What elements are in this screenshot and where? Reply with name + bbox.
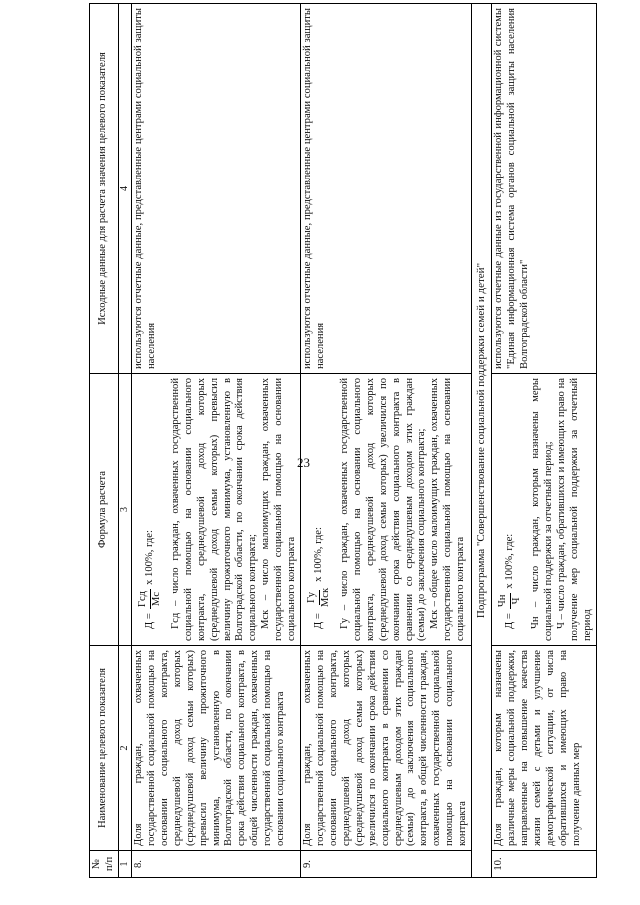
page-number: 23 [297, 455, 310, 470]
source-data: используются отчетные данные, представленные центрами социальной защиты населения [132, 4, 301, 374]
definition: Мск – число малоимущих граждан, охваченных государственной социальной помощью на основании социального контракта [260, 378, 298, 641]
formula-lhs: Д = [504, 613, 516, 629]
formula-definitions [339, 378, 468, 641]
col-number: 2 [118, 646, 131, 851]
indicator-table [89, 3, 597, 878]
col-number: 3 [118, 374, 131, 646]
fraction-numerator: Чн [497, 593, 511, 610]
fraction [306, 586, 333, 609]
source-data: используются отчетные данные из государственной информационной системы "Единая информационная система органов социальной защиты населения Волгоградской области" [492, 4, 596, 374]
fraction-denominator: Мс [150, 591, 162, 607]
header-source: Исходные данные для расчета значения целевого показателя [90, 4, 119, 374]
formula [306, 378, 333, 629]
formula-rhs: x 100%, где: [313, 527, 325, 582]
table-row [132, 4, 301, 878]
rotated-table-sheet [89, 4, 594, 878]
formula [137, 378, 164, 629]
formula-definitions [170, 378, 299, 641]
row-number: 10. [492, 851, 596, 878]
definition: Мск – общее число малоимущих граждан, охваченных государственной социальной помощью на основании социального контракта [429, 378, 467, 641]
subprogram-row [472, 4, 492, 878]
formula-lhs: Д = [313, 613, 325, 629]
definition: Ч – число граждан, обратившихся и имеющих право на получение мер социальной поддержки за отчетный период [556, 378, 594, 641]
formula [497, 378, 524, 629]
header-formula: Формула расчета [90, 374, 119, 646]
definition: Гсд – число граждан, охваченных государственной социальной помощью на основании социального контракта, среднедушевой доход которых (среднедушевой доход семьи которых) превысил величину прожиточного минимума, установленную в Волгоградской области, по окончании срока действия социального контракта; [169, 378, 259, 641]
col-number: 1 [118, 851, 131, 878]
fraction-denominator: Ч [511, 597, 523, 605]
formula-definitions [530, 378, 595, 641]
formula-cell [301, 374, 472, 646]
column-number-row [118, 4, 131, 878]
table-row [301, 4, 472, 878]
subprogram-title: Подпрограмма "Совершенствование социальной поддержки семей и детей" [472, 4, 492, 878]
row-number: 8. [132, 851, 301, 878]
formula-rhs: x 100%, где: [143, 530, 155, 585]
formula-rhs: x 100%, где: [504, 533, 516, 589]
fraction-numerator: Гсд [137, 589, 151, 609]
row-number: 9. [301, 851, 472, 878]
formula-lhs: Д = [143, 613, 155, 629]
indicator-name: Доля граждан, охваченных государственной социальной помощью на основании социального контракта, среднедушевой доход которых (среднедушевой доход семьи которых) увеличился по окончании срока действия социального контракта в сравнении со среднедушевым доходом этих граждан (семьи) до заключения социального контракта, в общей численности граждан, охваченных государственной социальной помощью на основании социального контракта [301, 646, 472, 851]
fraction [497, 593, 524, 610]
fraction-numerator: Гу [306, 590, 320, 605]
source-data: используются отчетные данные, представленные центрами социальной защиты населения [301, 4, 472, 374]
formula-cell [492, 374, 596, 646]
indicator-name: Доля граждан, охваченных государственной социальной помощью на основании социального контракта, среднедушевой доход которых (среднедушевой доход семьи которых) превысил величину прожиточного минимума, установленную в Волгоградской области, по окончании срока действия социального контракта, в общей численности граждан, охваченных государственной социальной помощью на основании социального контракта [132, 646, 301, 851]
table-row [492, 4, 596, 878]
header-num: № п/п [90, 851, 119, 878]
definition: Гу – число граждан, охваченных государственной социальной помощью на основании социального контракта, среднедушевой доход которых (среднедушевой доход семьи которых) увеличился по окончании срока действия социального контракта в сравнении со среднедушевым доходом этих граждан (семьи) до заключения социального контракта; [338, 378, 428, 641]
col-number: 4 [118, 4, 131, 374]
header-name: Наименование целевого показателя [90, 646, 119, 851]
fraction-denominator: Мск [320, 587, 332, 608]
fraction [137, 589, 164, 609]
definition: Чн – число граждан, которым назначены меры социальной поддержки за отчетный период; [530, 378, 555, 641]
header-row [90, 4, 119, 878]
formula-cell [132, 374, 301, 646]
indicator-name: Доля граждан, которым назначены различные меры социальной поддержки, направленные на повышение качества жизни семей с детьми и улучшение демографической ситуации, от числа обратившихся и имеющих право на получение данных мер [492, 646, 596, 851]
